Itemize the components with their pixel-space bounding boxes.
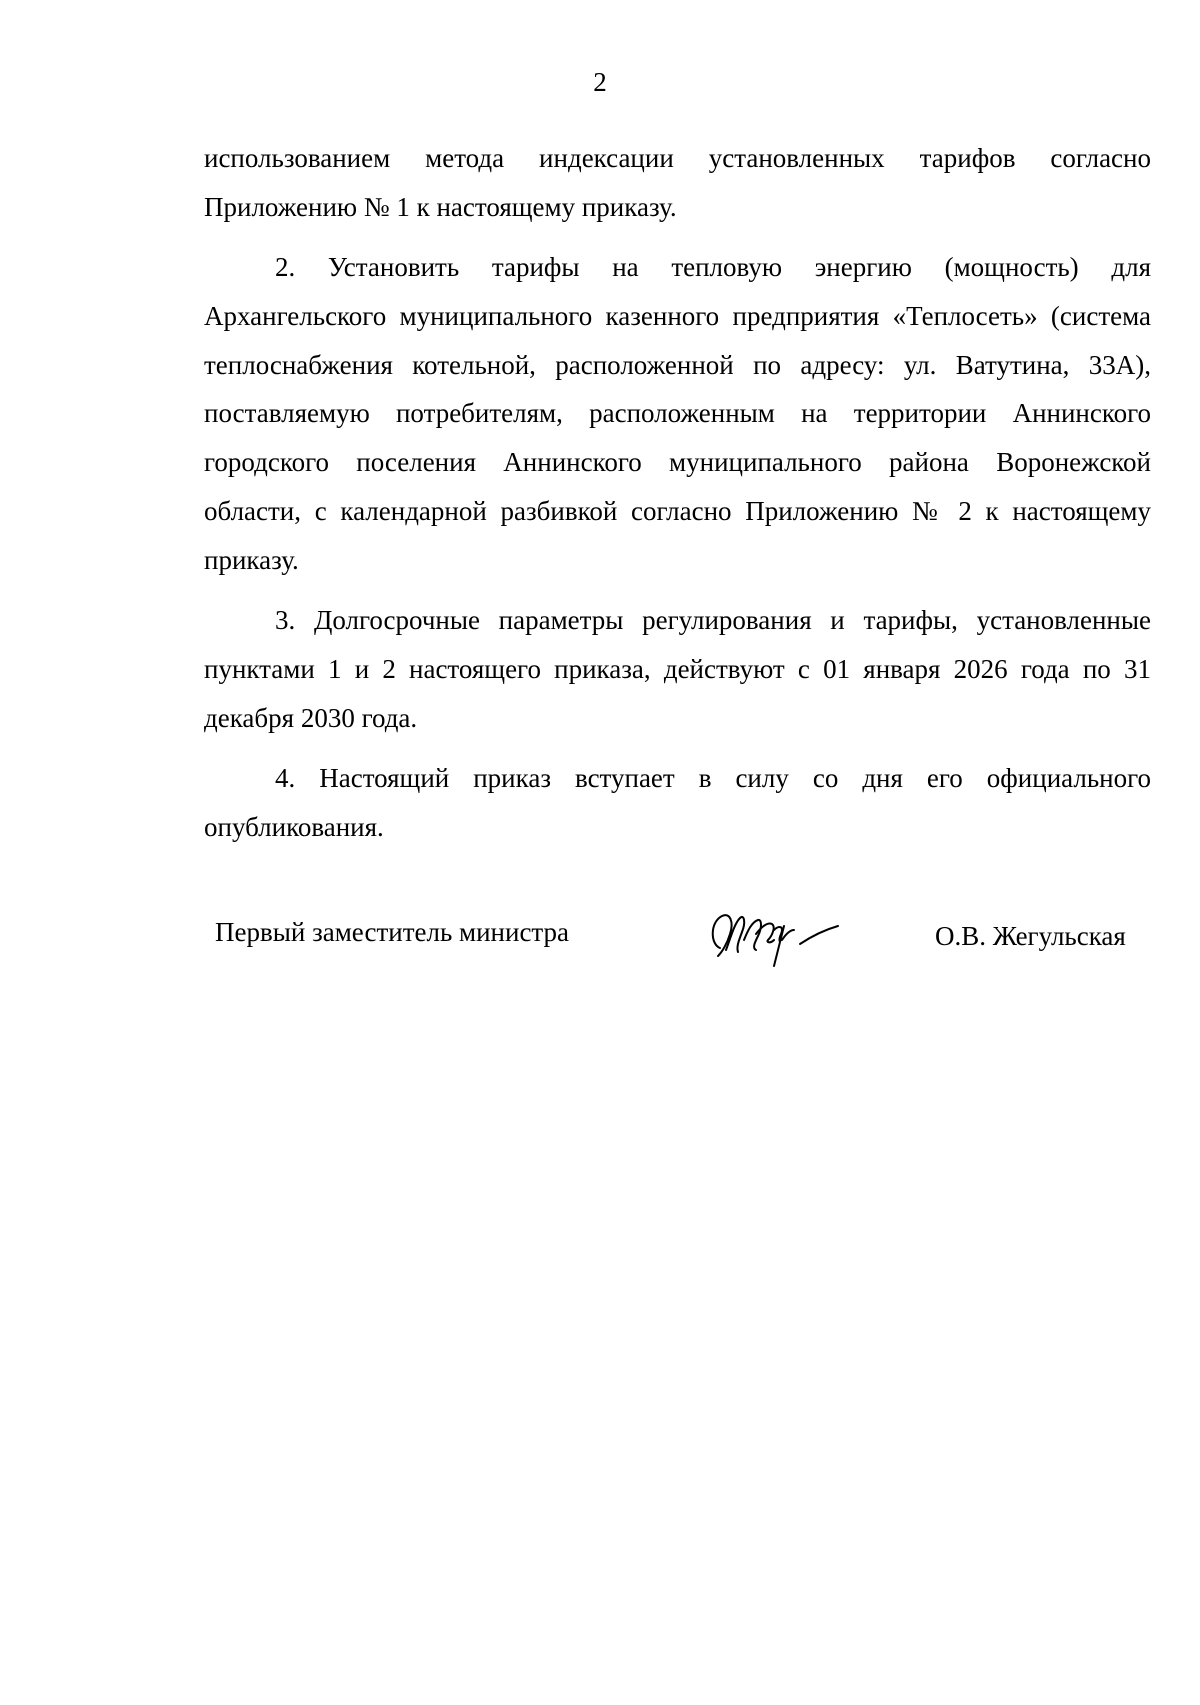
document-body [204,134,1151,863]
handwritten-signature [700,900,860,980]
paragraph-item-2: 2. Установить тарифы на тепловую энергию (мощность) для Архангельского муниципального казенного предприятия «Теплосеть» (система теплоснабжения котельной, расположенной по адресу: ул. Ватутина, 33А), поставляемую потребителям, расположенным на территории Аннинского городского поселения Аннинского муниципального района Воронежской области, с календарной разбивкой согласно Приложению № 2 к настоящему приказу. [204,252,1151,575]
signer-title: Первый заместитель министра [215,917,570,947]
paragraph-item-3: 3. Долгосрочные параметры регулирования и тарифы, установленные пунктами 1 и 2 настоящего приказа, действуют с 01 января 2026 года по 31 декабря 2030 года. [204,605,1151,733]
paragraph-continuation: использованием метода индексации установленных тарифов согласно Приложению № 1 к настоящему приказу. [204,143,1151,222]
signer-name: О.В. Жегульская [935,921,1126,951]
page-number: 2 [593,67,607,97]
paragraph-item-4: 4. Настоящий приказ вступает в силу со дня его официального опубликования. [204,763,1151,842]
signature-block [0,900,1200,990]
